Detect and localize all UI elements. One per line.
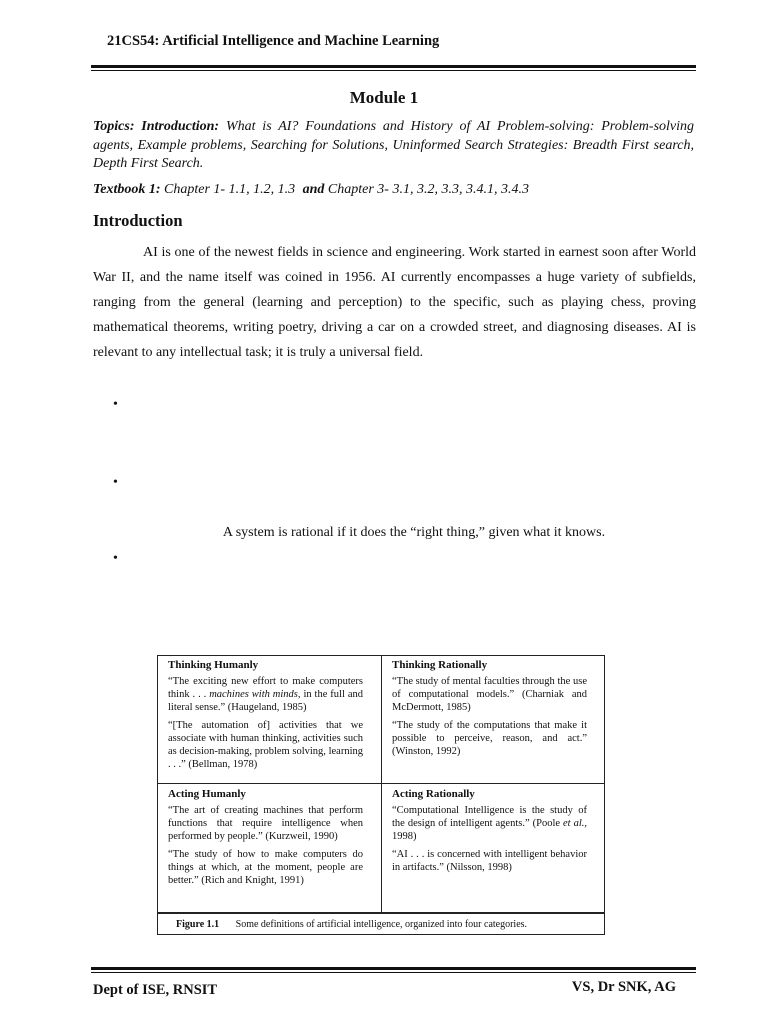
footer-rule-thin	[91, 972, 696, 973]
introduction-paragraph	[93, 240, 696, 365]
topics-block	[93, 118, 694, 174]
rational-definition: A system is rational if it does the “right thing,” given what it knows.	[222, 525, 606, 540]
textbook-label: Textbook 1:	[93, 182, 161, 197]
acting-rationally-quote-2: “AI . . . is concerned with intelligent behavior in artifacts.” (Nilsson, 1998)	[392, 849, 587, 873]
topics-label: Topics: Introduction:	[93, 119, 220, 134]
thinking-humanly-heading: Thinking Humanly	[168, 659, 259, 671]
bullet-1: •	[113, 397, 118, 412]
acting-rationally-quote-1: “Computational Intelligence is the study of the design of intelligent agents.” (Poole et al., 1998)	[392, 805, 587, 842]
footer-authors: VS, Dr SNK, AG	[571, 979, 676, 995]
textbook-and: and	[302, 182, 325, 197]
thinking-rationally-quote-1: “The study of mental faculties through the use of computational models.” (Charniak and McDermott, 1985)	[392, 676, 587, 713]
thinking-rationally-heading: Thinking Rationally	[392, 659, 488, 671]
figure-caption	[176, 918, 527, 931]
cell-acting-humanly	[158, 785, 371, 892]
footer-rule-thick	[91, 967, 696, 970]
ai-definitions-figure	[157, 655, 605, 935]
acting-humanly-heading: Acting Humanly	[168, 788, 246, 800]
textbook-part2: Chapter 3- 3.1, 3.2, 3.3, 3.4.1, 3.4.3	[327, 182, 529, 197]
textbook-part1: Chapter 1- 1.1, 1.2, 1.3	[164, 182, 296, 197]
bullet-3: •	[113, 551, 118, 566]
course-title: 21CS54: Artificial Intelligence and Machine Learning	[107, 33, 440, 49]
figure-caption-rule	[158, 912, 604, 914]
figure-caption-label: Figure 1.1	[176, 919, 220, 930]
introduction-text: AI is one of the newest fields in science and engineering. Work started in earnest soon after World War II, and the name itself was coined in 1956. AI currently encompasses a huge variety of subfields, ranging from the general (learning and perception) to the specific, such as playing chess, proving mathematical theorems, writing poetry, driving a car on a crowded street, and diagnosing diseases. AI is relevant to any intellectual task; it is truly a universal field.	[93, 245, 696, 360]
header-rule-thin	[91, 70, 696, 71]
acting-humanly-quote-2: “The study of how to make computers do things at which, at the moment, people are better.” (Rich and Knight, 1991)	[168, 849, 363, 886]
introduction-heading: Introduction	[93, 211, 183, 230]
topics-text: What is AI? Foundations and History of AI Problem-solving: Problem-solving agents, Example problems, Searching for Solutions, Uninformed Search Strategies: Breadth First search, Depth First Search.	[93, 119, 695, 171]
thinking-rationally-quote-2: “The study of the computations that make it possible to perceive, reason, and act.” (Winston, 1992)	[392, 720, 587, 757]
cell-thinking-rationally	[382, 656, 595, 763]
thinking-humanly-quote-1: “The exciting new effort to make computers think . . . machines with minds, in the full and literal sense.” (Haugeland, 1985)	[168, 676, 363, 713]
acting-humanly-quote-1: “The art of creating machines that perform functions that require intelligence when performed by people.” (Kurzweil, 1990)	[168, 805, 363, 842]
cell-acting-rationally	[382, 785, 595, 879]
cell-thinking-humanly	[158, 656, 371, 776]
figure-caption-text: Some definitions of artificial intelligence, organized into four categories.	[235, 919, 528, 930]
textbook-line	[93, 182, 529, 198]
header-rule-thick	[91, 65, 696, 68]
bullet-2: •	[113, 475, 118, 490]
thinking-humanly-quote-2: “[The automation of] activities that we associate with human thinking, activities such as decision-making, problem solving, learning . . .” (Bellman, 1978)	[168, 720, 363, 770]
footer-department: Dept of ISE, RNSIT	[93, 982, 218, 998]
figure-divider-horizontal	[158, 783, 604, 784]
module-title: Module 1	[349, 88, 419, 107]
acting-rationally-heading: Acting Rationally	[392, 788, 475, 800]
